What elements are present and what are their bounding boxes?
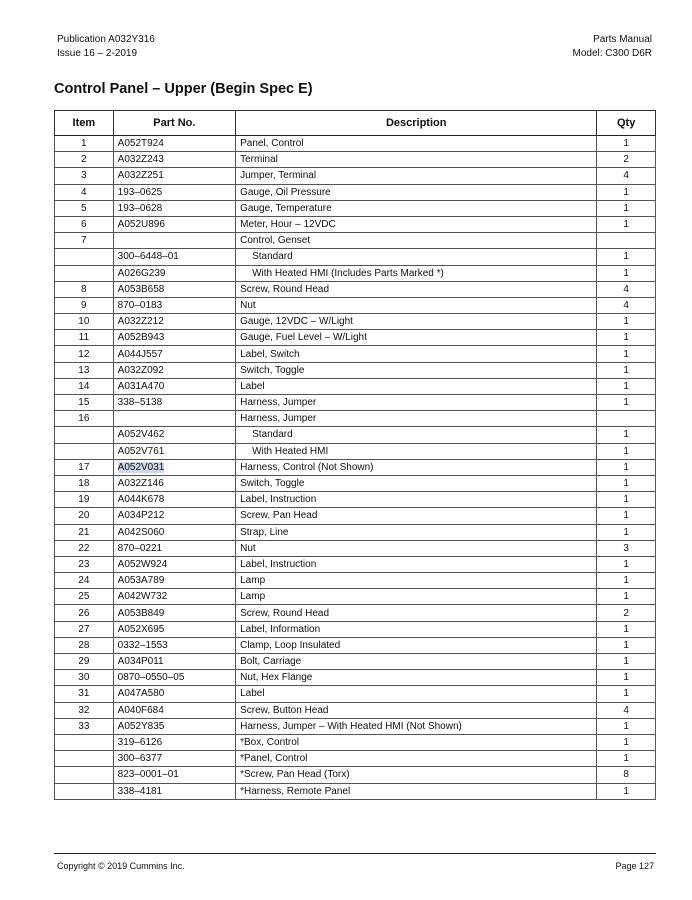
table-row xyxy=(55,427,656,443)
qty-cell: 1 xyxy=(597,573,656,589)
table-row xyxy=(55,152,656,168)
item-cell: 7 xyxy=(55,233,114,249)
part-number-cell: A052V761 xyxy=(113,443,235,459)
part-number-cell: 319–6126 xyxy=(113,734,235,750)
part-number-cell xyxy=(113,411,235,427)
item-cell: 9 xyxy=(55,297,114,313)
description-cell: Screw, Round Head xyxy=(236,281,597,297)
item-cell xyxy=(55,443,114,459)
column-header-description: Description xyxy=(236,111,597,136)
description-cell: *Harness, Remote Panel xyxy=(236,783,597,799)
table-row xyxy=(55,767,656,783)
item-cell: 29 xyxy=(55,654,114,670)
qty-cell: 2 xyxy=(597,152,656,168)
part-number-cell: A032Z243 xyxy=(113,152,235,168)
table-row xyxy=(55,346,656,362)
description-cell: Lamp xyxy=(236,589,597,605)
description-cell: Harness, Jumper – With Heated HMI (Not Shown) xyxy=(236,718,597,734)
table-row xyxy=(55,492,656,508)
table-row xyxy=(55,200,656,216)
part-number-cell: 300–6448–01 xyxy=(113,249,235,265)
item-cell xyxy=(55,734,114,750)
qty-cell: 1 xyxy=(597,346,656,362)
part-number-cell: A042S060 xyxy=(113,524,235,540)
item-cell: 4 xyxy=(55,184,114,200)
part-number-cell: 338–4181 xyxy=(113,783,235,799)
description-cell: *Box, Control xyxy=(236,734,597,750)
highlighted-part-number: A052V031 xyxy=(117,461,165,473)
item-cell: 19 xyxy=(55,492,114,508)
table-row xyxy=(55,702,656,718)
column-header-part-no: Part No. xyxy=(113,111,235,136)
description-cell: Clamp, Loop Insulated xyxy=(236,637,597,653)
qty-cell: 1 xyxy=(597,427,656,443)
qty-cell: 1 xyxy=(597,200,656,216)
item-cell xyxy=(55,767,114,783)
part-number-cell: A032Z212 xyxy=(113,314,235,330)
description-text: With Heated HMI xyxy=(252,445,329,457)
model-name: Model: C300 D6R xyxy=(572,48,652,59)
qty-cell: 1 xyxy=(597,395,656,411)
table-row xyxy=(55,443,656,459)
item-cell: 33 xyxy=(55,718,114,734)
description-cell: Strap, Line xyxy=(236,524,597,540)
qty-cell: 1 xyxy=(597,637,656,653)
part-number-cell: A053A789 xyxy=(113,573,235,589)
qty-cell: 1 xyxy=(597,265,656,281)
item-cell: 31 xyxy=(55,686,114,702)
description-cell xyxy=(236,265,597,281)
table-row xyxy=(55,540,656,556)
description-cell: Label, Information xyxy=(236,621,597,637)
item-cell xyxy=(55,427,114,443)
item-cell: 17 xyxy=(55,459,114,475)
item-cell: 16 xyxy=(55,411,114,427)
table-row xyxy=(55,459,656,475)
qty-cell: 1 xyxy=(597,734,656,750)
qty-cell: 1 xyxy=(597,475,656,491)
table-row xyxy=(55,718,656,734)
part-number-cell: 0332–1553 xyxy=(113,637,235,653)
description-text: Standard xyxy=(252,429,293,441)
table-row xyxy=(55,637,656,653)
description-cell: Switch, Toggle xyxy=(236,362,597,378)
item-cell xyxy=(55,783,114,799)
table-row xyxy=(55,524,656,540)
part-number-cell: A026G239 xyxy=(113,265,235,281)
qty-cell: 4 xyxy=(597,297,656,313)
part-number-cell: A053B658 xyxy=(113,281,235,297)
qty-cell: 1 xyxy=(597,459,656,475)
table-row xyxy=(55,281,656,297)
table-row xyxy=(55,216,656,232)
table-row xyxy=(55,508,656,524)
part-number-cell: A052X695 xyxy=(113,621,235,637)
qty-cell: 1 xyxy=(597,184,656,200)
table-row xyxy=(55,686,656,702)
description-cell: Panel, Control xyxy=(236,136,597,152)
qty-cell: 1 xyxy=(597,524,656,540)
copyright-text: Copyright © 2019 Cummins Inc. xyxy=(57,861,185,871)
qty-cell: 1 xyxy=(597,556,656,572)
description-cell: Nut, Hex Flange xyxy=(236,670,597,686)
table-header-row xyxy=(55,111,656,136)
table-row xyxy=(55,249,656,265)
part-number-cell xyxy=(113,459,235,475)
part-number-cell: 0870–0550–05 xyxy=(113,670,235,686)
description-text: With Heated HMI (Includes Parts Marked *) xyxy=(252,267,444,279)
item-cell: 22 xyxy=(55,540,114,556)
qty-cell: 1 xyxy=(597,670,656,686)
table-row xyxy=(55,605,656,621)
table-row xyxy=(55,233,656,249)
item-cell xyxy=(55,249,114,265)
description-cell: Gauge, Temperature xyxy=(236,200,597,216)
item-cell: 28 xyxy=(55,637,114,653)
column-header-qty: Qty xyxy=(597,111,656,136)
page-number: Page 127 xyxy=(615,861,654,871)
part-number-cell: 870–0221 xyxy=(113,540,235,556)
qty-cell: 1 xyxy=(597,492,656,508)
qty-cell: 1 xyxy=(597,718,656,734)
issue-date: Issue 16 – 2-2019 xyxy=(57,48,138,59)
part-number-cell xyxy=(113,233,235,249)
item-cell: 13 xyxy=(55,362,114,378)
parts-table xyxy=(54,110,656,800)
table-row xyxy=(55,314,656,330)
item-cell: 20 xyxy=(55,508,114,524)
qty-cell: 1 xyxy=(597,249,656,265)
table-row xyxy=(55,654,656,670)
item-cell: 25 xyxy=(55,589,114,605)
manual-type: Parts Manual xyxy=(593,34,652,45)
table-row xyxy=(55,184,656,200)
table-row xyxy=(55,168,656,184)
part-number-cell: A034P212 xyxy=(113,508,235,524)
part-number-cell: A052V462 xyxy=(113,427,235,443)
table-row xyxy=(55,265,656,281)
item-cell: 23 xyxy=(55,556,114,572)
table-row xyxy=(55,362,656,378)
qty-cell: 1 xyxy=(597,686,656,702)
part-number-cell: A032Z251 xyxy=(113,168,235,184)
column-header-item: Item xyxy=(55,111,114,136)
table-row xyxy=(55,783,656,799)
description-cell: Label, Switch xyxy=(236,346,597,362)
part-number-cell: A042W732 xyxy=(113,589,235,605)
item-cell: 2 xyxy=(55,152,114,168)
qty-cell: 1 xyxy=(597,378,656,394)
description-cell: Meter, Hour – 12VDC xyxy=(236,216,597,232)
page-title: Control Panel – Upper (Begin Spec E) xyxy=(54,81,313,97)
description-cell: Harness, Jumper xyxy=(236,395,597,411)
description-cell: Terminal xyxy=(236,152,597,168)
description-cell: Nut xyxy=(236,297,597,313)
item-cell: 27 xyxy=(55,621,114,637)
part-number-cell: A053B849 xyxy=(113,605,235,621)
table-row xyxy=(55,621,656,637)
description-cell: Harness, Control (Not Shown) xyxy=(236,459,597,475)
qty-cell: 1 xyxy=(597,330,656,346)
description-cell xyxy=(236,249,597,265)
part-number-cell: 338–5138 xyxy=(113,395,235,411)
part-number-cell: A044K678 xyxy=(113,492,235,508)
part-number-cell: A034P011 xyxy=(113,654,235,670)
description-cell: Screw, Round Head xyxy=(236,605,597,621)
description-cell: Bolt, Carriage xyxy=(236,654,597,670)
table-row xyxy=(55,411,656,427)
publication-number: Publication A032Y316 xyxy=(57,34,155,45)
description-cell: *Panel, Control xyxy=(236,751,597,767)
part-number-cell: A032Z146 xyxy=(113,475,235,491)
footer-rule xyxy=(54,853,656,854)
part-number-cell: 193–0628 xyxy=(113,200,235,216)
part-number-cell: A052T924 xyxy=(113,136,235,152)
table-row xyxy=(55,734,656,750)
qty-cell: 1 xyxy=(597,136,656,152)
part-number-cell: A052B943 xyxy=(113,330,235,346)
part-number-cell: 823–0001–01 xyxy=(113,767,235,783)
item-cell: 3 xyxy=(55,168,114,184)
item-cell: 5 xyxy=(55,200,114,216)
item-cell: 24 xyxy=(55,573,114,589)
description-cell: Nut xyxy=(236,540,597,556)
description-cell: Gauge, Fuel Level – W/Light xyxy=(236,330,597,346)
item-cell: 32 xyxy=(55,702,114,718)
qty-cell: 1 xyxy=(597,362,656,378)
part-number-cell: A032Z092 xyxy=(113,362,235,378)
item-cell: 21 xyxy=(55,524,114,540)
table-row xyxy=(55,589,656,605)
qty-cell: 4 xyxy=(597,702,656,718)
qty-cell: 4 xyxy=(597,168,656,184)
qty-cell: 1 xyxy=(597,314,656,330)
table-row xyxy=(55,475,656,491)
table-row xyxy=(55,751,656,767)
qty-cell: 2 xyxy=(597,605,656,621)
item-cell: 18 xyxy=(55,475,114,491)
description-cell: Gauge, Oil Pressure xyxy=(236,184,597,200)
description-cell: Label, Instruction xyxy=(236,492,597,508)
table-row xyxy=(55,330,656,346)
item-cell: 11 xyxy=(55,330,114,346)
item-cell: 15 xyxy=(55,395,114,411)
description-cell: Control, Genset xyxy=(236,233,597,249)
description-cell: Jumper, Terminal xyxy=(236,168,597,184)
parts-table-body xyxy=(55,136,656,800)
description-cell xyxy=(236,443,597,459)
item-cell: 26 xyxy=(55,605,114,621)
part-number-cell: 870–0183 xyxy=(113,297,235,313)
table-row xyxy=(55,297,656,313)
qty-cell: 1 xyxy=(597,216,656,232)
header-right xyxy=(573,33,652,61)
qty-cell xyxy=(597,411,656,427)
qty-cell: 1 xyxy=(597,751,656,767)
item-cell: 6 xyxy=(55,216,114,232)
item-cell: 8 xyxy=(55,281,114,297)
part-number-cell: 193–0625 xyxy=(113,184,235,200)
item-cell: 30 xyxy=(55,670,114,686)
part-number-cell: A047A580 xyxy=(113,686,235,702)
qty-cell: 1 xyxy=(597,443,656,459)
item-cell: 10 xyxy=(55,314,114,330)
table-row xyxy=(55,378,656,394)
qty-cell: 1 xyxy=(597,654,656,670)
description-cell: Harness, Jumper xyxy=(236,411,597,427)
description-cell: Lamp xyxy=(236,573,597,589)
item-cell: 1 xyxy=(55,136,114,152)
description-cell xyxy=(236,427,597,443)
table-row xyxy=(55,556,656,572)
description-cell: Label xyxy=(236,378,597,394)
qty-cell: 1 xyxy=(597,589,656,605)
table-row xyxy=(55,670,656,686)
description-cell: Screw, Button Head xyxy=(236,702,597,718)
table-row xyxy=(55,136,656,152)
part-number-cell: A044J557 xyxy=(113,346,235,362)
part-number-cell: A031A470 xyxy=(113,378,235,394)
description-cell: Label xyxy=(236,686,597,702)
part-number-cell: 300–6377 xyxy=(113,751,235,767)
part-number-cell: A052U896 xyxy=(113,216,235,232)
item-cell xyxy=(55,265,114,281)
description-cell: Screw, Pan Head xyxy=(236,508,597,524)
qty-cell: 1 xyxy=(597,621,656,637)
table-row xyxy=(55,573,656,589)
item-cell: 12 xyxy=(55,346,114,362)
part-number-cell: A052Y835 xyxy=(113,718,235,734)
part-number-cell: A052W924 xyxy=(113,556,235,572)
item-cell xyxy=(55,751,114,767)
qty-cell: 3 xyxy=(597,540,656,556)
description-cell: Gauge, 12VDC – W/Light xyxy=(236,314,597,330)
description-cell: Switch, Toggle xyxy=(236,475,597,491)
description-cell: Label, Instruction xyxy=(236,556,597,572)
item-cell: 14 xyxy=(55,378,114,394)
qty-cell: 4 xyxy=(597,281,656,297)
qty-cell: 1 xyxy=(597,508,656,524)
description-cell: *Screw, Pan Head (Torx) xyxy=(236,767,597,783)
description-text: Standard xyxy=(252,251,293,263)
header-left xyxy=(57,33,155,61)
table-row xyxy=(55,395,656,411)
part-number-cell: A040F684 xyxy=(113,702,235,718)
qty-cell xyxy=(597,233,656,249)
qty-cell: 8 xyxy=(597,767,656,783)
qty-cell: 1 xyxy=(597,783,656,799)
